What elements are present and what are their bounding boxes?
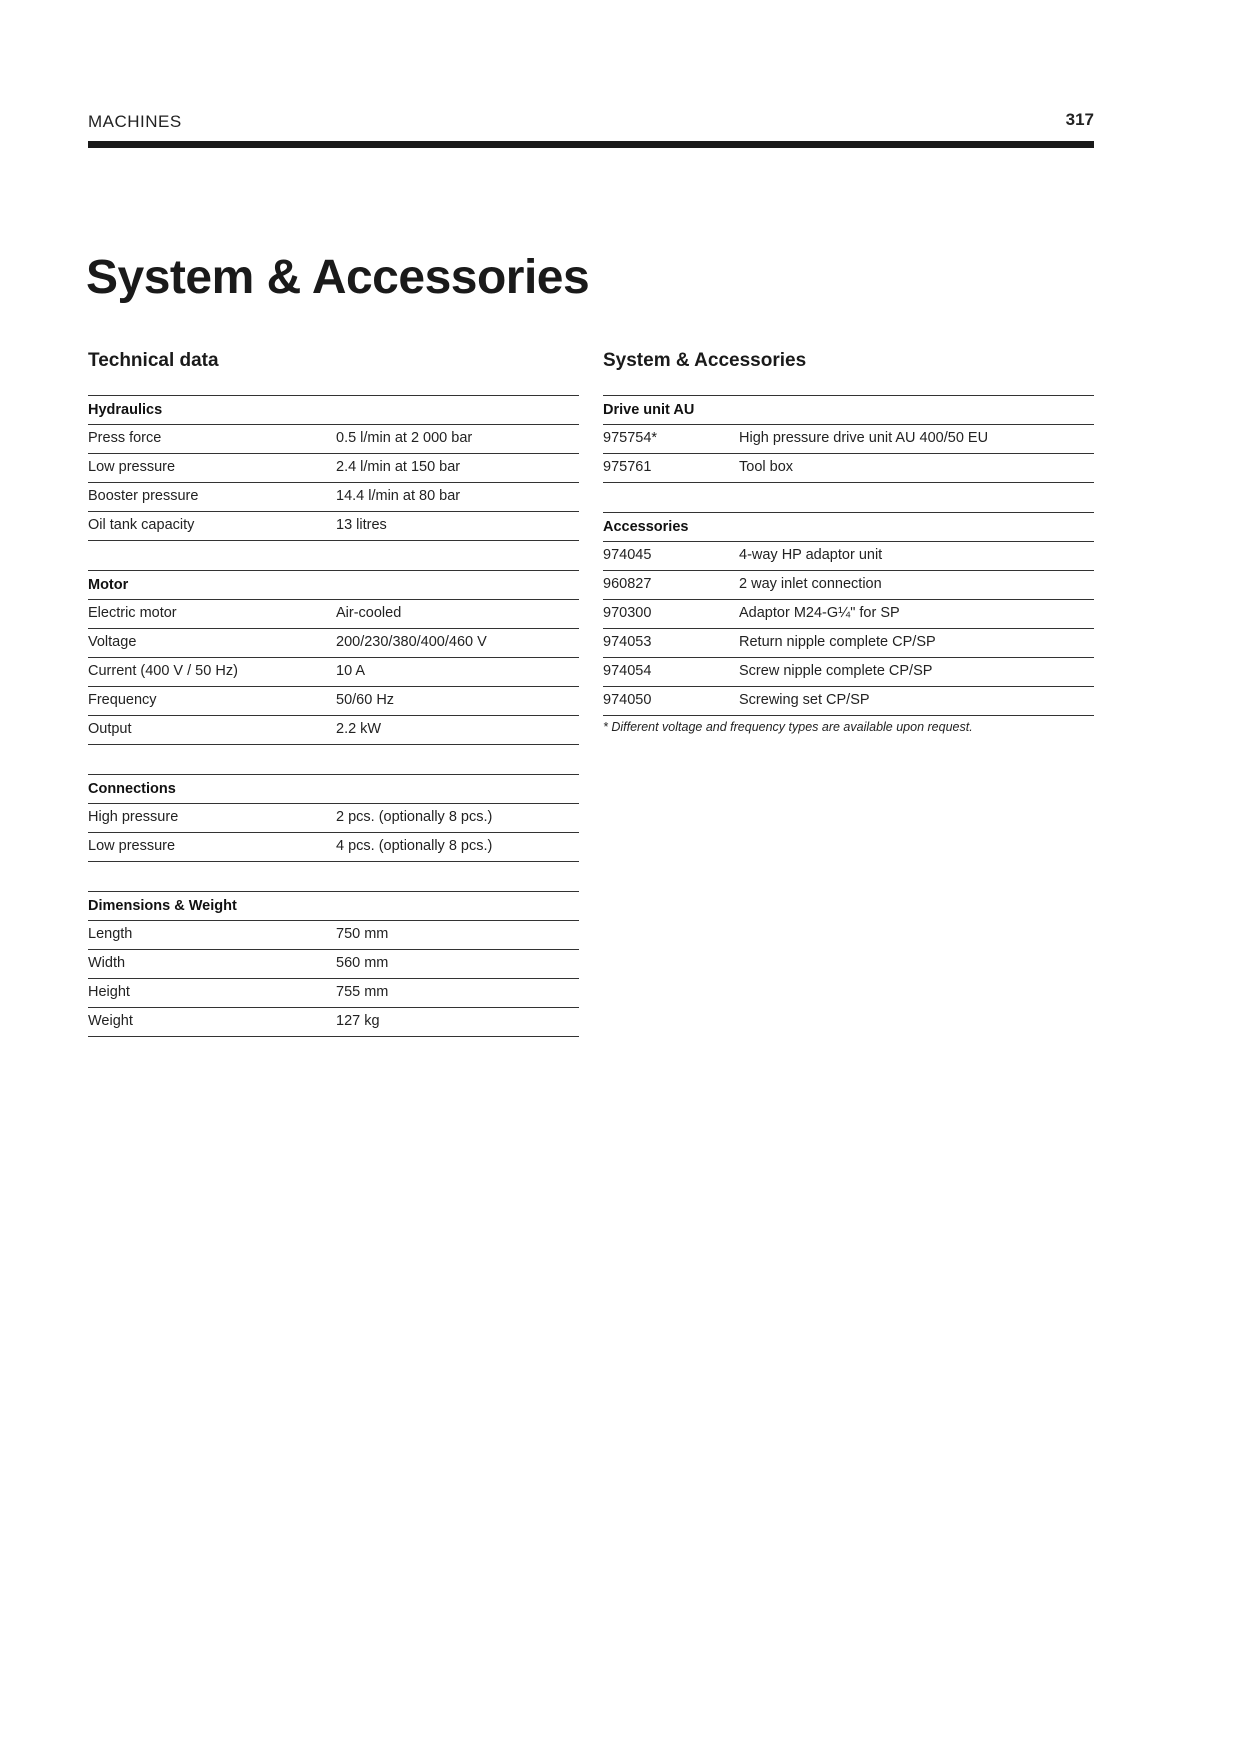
hydraulics-group [88,395,579,570]
accessories-group [603,512,1094,715]
table-row [603,628,1094,657]
group-divider [88,744,579,774]
article-code: 975761 [603,459,652,475]
header-rule [88,141,1094,148]
article-description: 4-way HP adaptor unit [739,547,883,563]
row-value: 2.2 kW [336,721,382,737]
table-row [603,541,1094,570]
row-value: 4 pcs. (optionally 8 pcs.) [336,838,493,854]
article-code: 975754* [603,430,658,446]
group-title: Dimensions & Weight [88,891,579,920]
table-row [88,628,579,657]
row-label: Low pressure [88,459,176,475]
table-row [88,978,579,1007]
system-accessories-heading: System & Accessories [603,350,807,371]
row-label: Low pressure [88,838,176,854]
row-label: Current (400 V / 50 Hz) [88,663,238,679]
group-divider [88,861,579,891]
page-title: System & Accessories [86,251,590,304]
table-row [603,686,1094,715]
table-row [88,803,579,832]
table-row [88,832,579,861]
article-description: Screw nipple complete CP/SP [739,663,933,679]
connections-group [88,774,579,891]
table-row [603,657,1094,686]
row-label: Frequency [88,692,157,708]
table-row [88,920,579,949]
article-code: 974054 [603,663,652,679]
row-label: Width [88,955,126,971]
technical-data-column [88,348,579,1037]
table-row [88,686,579,715]
row-label: Height [88,984,130,1000]
row-label: Length [88,926,133,942]
table-row [88,424,579,453]
table-row [603,453,1094,482]
group-title: Drive unit AU [603,395,1094,424]
group-title: Hydraulics [88,395,579,424]
row-value: 13 litres [336,517,387,533]
row-value: Air-cooled [336,605,402,621]
table-row [88,657,579,686]
row-value: 755 mm [336,984,389,1000]
system-accessories-column [603,348,1094,734]
table-row [603,424,1094,453]
row-value: 0.5 l/min at 2 000 bar [336,430,473,446]
article-code: 974053 [603,634,652,650]
row-value: 2.4 l/min at 150 bar [336,459,461,475]
article-description: Adaptor M24-G¼" for SP [739,605,900,621]
row-value: 200/230/380/400/460 V [336,634,487,650]
article-code: 960827 [603,576,652,592]
table-row [603,599,1094,628]
table-row [88,1007,579,1036]
row-label: Oil tank capacity [88,517,195,533]
table-row [88,482,579,511]
table-row [88,511,579,540]
article-code: 974050 [603,692,652,708]
group-title: Motor [88,570,579,599]
row-value: 14.4 l/min at 80 bar [336,488,461,504]
row-value: 50/60 Hz [336,692,395,708]
footnote: * Different voltage and frequency types are available upon request. [603,715,1094,734]
group-divider [603,482,1094,512]
group-title: Connections [88,774,579,803]
page-number: 317 [1065,110,1094,129]
row-label: Press force [88,430,162,446]
dimensions-weight-group [88,891,579,1037]
table-row [603,570,1094,599]
table-row [88,453,579,482]
row-label: Electric motor [88,605,177,621]
row-value: 750 mm [336,926,389,942]
row-label: High pressure [88,809,179,825]
row-value: 10 A [336,663,366,679]
article-description: Return nipple complete CP/SP [739,634,936,650]
row-value: 127 kg [336,1013,380,1029]
section-label: MACHINES [88,112,182,131]
technical-data-heading: Technical data [88,350,219,371]
page-header [88,110,1094,134]
drive-unit-group [603,395,1094,512]
row-label: Booster pressure [88,488,199,504]
row-value: 2 pcs. (optionally 8 pcs.) [336,809,493,825]
group-title: Accessories [603,512,1094,541]
article-code: 970300 [603,605,652,621]
row-label: Weight [88,1013,133,1029]
table-row [88,599,579,628]
row-label: Voltage [88,634,137,650]
motor-group [88,570,579,774]
row-value: 560 mm [336,955,389,971]
article-description: Screwing set CP/SP [739,692,870,708]
article-description: High pressure drive unit AU 400/50 EU [739,430,989,446]
group-divider [88,1036,579,1037]
row-label: Output [88,721,132,737]
article-code: 974045 [603,547,652,563]
article-description: 2 way inlet connection [739,576,882,592]
group-divider [88,540,579,570]
table-row [88,715,579,744]
article-description: Tool box [739,459,794,475]
table-row [88,949,579,978]
